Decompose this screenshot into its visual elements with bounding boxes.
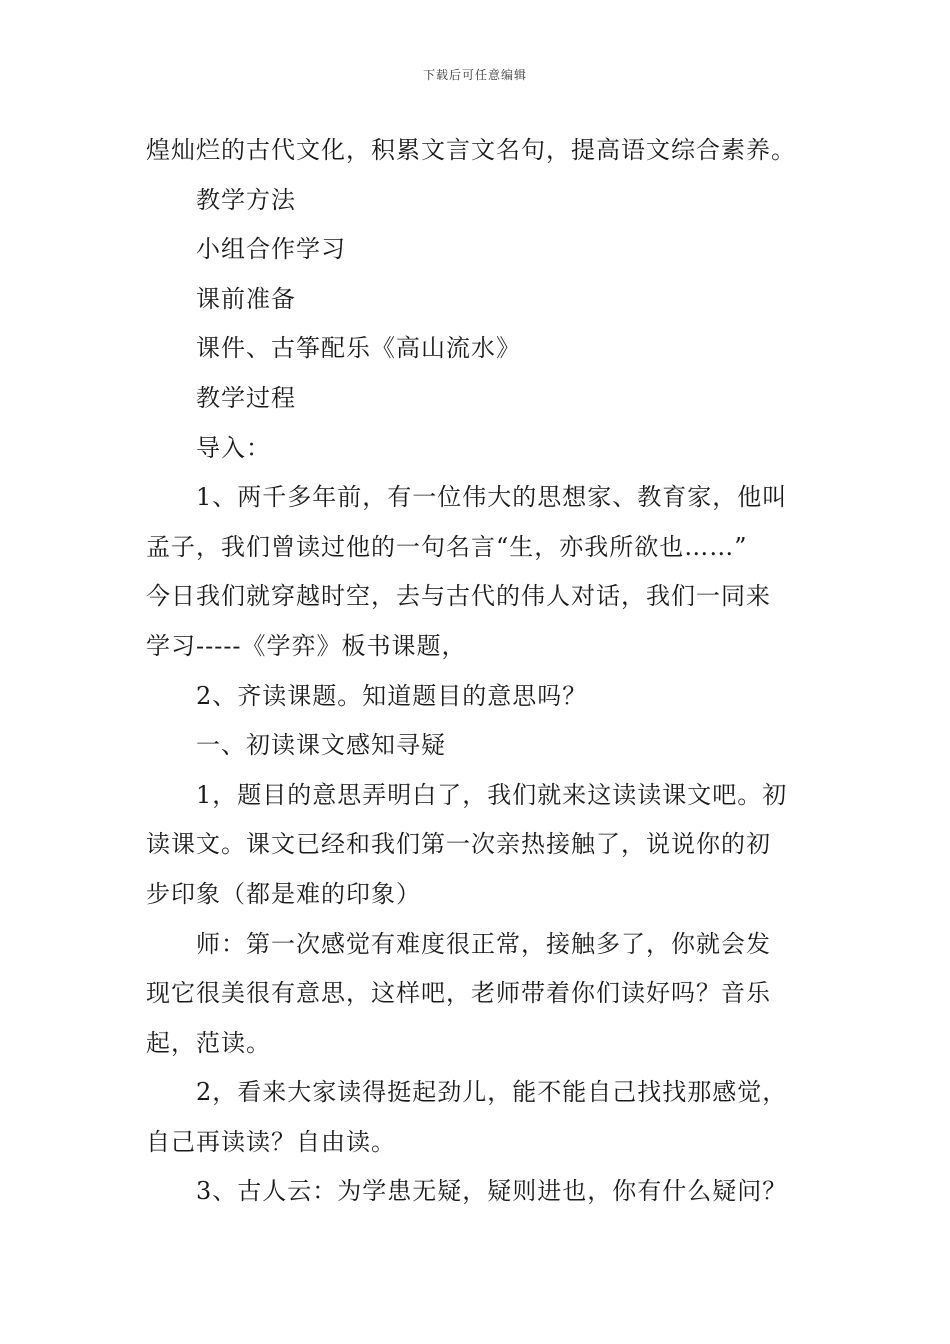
text-line: 小组合作学习	[196, 235, 346, 264]
section-heading: 课前准备	[196, 284, 296, 313]
paragraph-start: 2、齐读课题。知道题目的意思吗？	[196, 681, 588, 710]
paragraph-start: 1、两千多年前，有一位伟大的思想家、教育家，他叫	[196, 483, 788, 512]
text-line: 现它很美很有意思，这样吧，老师带着你们读好吗？音乐	[146, 979, 771, 1008]
text-line: 自己再读读？自由读。	[146, 1127, 396, 1156]
section-heading: 一、初读课文感知寻疑	[196, 731, 446, 760]
text-line: 煌灿烂的古代文化，积累文言文名句，提高语文综合素养。	[146, 136, 796, 164]
text-line: 课件、古筝配乐《高山流水》	[196, 334, 521, 363]
text-line: 步印象（都是难的印象）	[146, 879, 421, 908]
page-header-note: 下载后可任意编辑	[422, 68, 527, 82]
section-heading: 导入：	[196, 433, 271, 462]
text-line: 起，范读。	[146, 1028, 271, 1057]
paragraph-start: 师：第一次感觉有难度很正常，接触多了，你就会发	[196, 929, 771, 958]
text-line: 读课文。课文已经和我们第一次亲热接触了，说说你的初	[146, 830, 771, 859]
text-line: 今日我们就穿越时空，去与古代的伟人对话，我们一同来	[146, 582, 771, 611]
paragraph-start: 2，看来大家读得挺起劲儿，能不能自己找找那感觉，	[196, 1078, 788, 1107]
text-line: 学习-----《学弈》板书课题，	[146, 631, 467, 660]
document-body	[146, 126, 808, 1217]
section-heading: 教学过程	[196, 383, 296, 412]
text-line: 孟子，我们曾读过他的一句名言“生，亦我所欲也……”	[146, 532, 748, 561]
paragraph-start: 3、古人云：为学患无疑，疑则进也，你有什么疑问？	[196, 1177, 788, 1206]
section-heading: 教学方法	[196, 185, 296, 214]
paragraph-start: 1，题目的意思弄明白了，我们就来这读读课文吧。初	[196, 780, 788, 809]
